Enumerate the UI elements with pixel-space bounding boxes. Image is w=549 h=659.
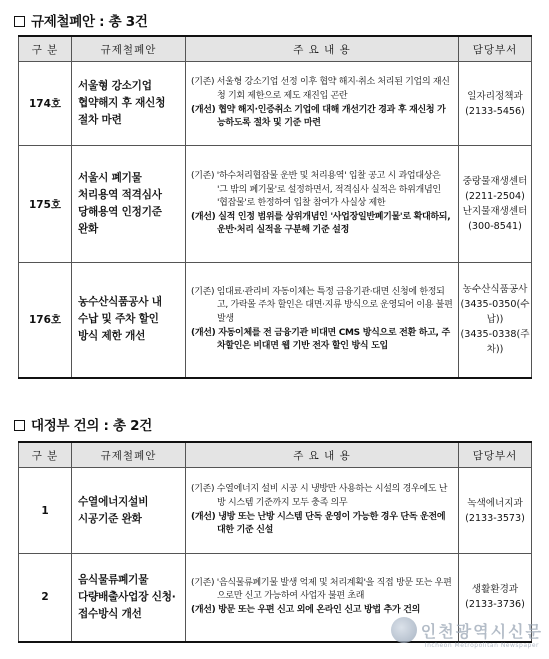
header-department: 담당부서 bbox=[459, 442, 532, 468]
row-content: (기존) 수열에너지 설비 시공 시 냉방만 사용하는 시설의 경우에도 난방 시스템 기준까지 모두 충족 의무 (개선) 냉방 또는 난방 시스템 단독 운영이 가능한 경우 단독 운전에 대한 기준 신설 bbox=[186, 468, 459, 554]
section1-table bbox=[18, 35, 532, 379]
row-department: 중랑물재생센터 (2211-2504) 난지물재생센터 (300-8541) bbox=[459, 146, 532, 263]
header-proposal: 규제철폐안 bbox=[72, 36, 186, 62]
header-content: 주 요 내 용 bbox=[186, 36, 459, 62]
row-number: 175호 bbox=[19, 146, 72, 263]
row-content: (기존) '하수처리협잡물 운반 및 처리용역' 입찰 공고 시 과업대상은 '그 밖의 폐기물'로 설정하면서, 적격심사 실적은 하위개념인 '협잡물'로 한정하여 입찰 참여가 사실상 제한 (개선) 실적 인정 범위를 상위개념인 '사업장일반폐기물'로 확대하되, 운반·처리 실적을 구분해 기준 설정 bbox=[186, 146, 459, 263]
row-proposal-name: 수열에너지설비 시공기준 완화 bbox=[72, 468, 186, 554]
row-content: (기존) 임대료·관리비 자동이체는 특정 금융기관·대면 신청에 한정되고, 가락몰 주차 할인은 대면·지류 방식으로 운영되어 이용 불편 발생 (개선) 자동이체를 전 금융기관 비대면 CMS 방식으로 전환 하고, 주차할인은 비대면 웹 기반 전자 할인 방식 도입 bbox=[186, 263, 459, 378]
header-content: 주 요 내 용 bbox=[186, 442, 459, 468]
newspaper-watermark: 인천광역시신문 Incheon Metropolitan Newspaper bbox=[421, 619, 543, 649]
header-department: 담당부서 bbox=[459, 36, 532, 62]
checkbox-icon bbox=[14, 420, 25, 431]
row-number: 2 bbox=[19, 554, 72, 642]
row-proposal-name: 서울시 폐기물 처리용역 적격심사 당해용역 인정기준 완화 bbox=[72, 146, 186, 263]
row-content: (기존) 서울형 강소기업 선정 이후 협약 해지·취소 처리된 기업의 재신청 기회 제한으로 제도 재진입 곤란 (개선) 협약 해지·인증취소 기업에 대해 개선기간 경과 후 재신청 가능하도록 절차 및 기준 마련 bbox=[186, 62, 459, 146]
row-number: 176호 bbox=[19, 263, 72, 378]
table-row bbox=[19, 146, 532, 263]
row-number: 1 bbox=[19, 468, 72, 554]
header-proposal: 규제철폐안 bbox=[72, 442, 186, 468]
table-row bbox=[19, 468, 532, 554]
table-row bbox=[19, 263, 532, 378]
row-department: 일자리정책과 (2133-5456) bbox=[459, 62, 532, 146]
table-row bbox=[19, 62, 532, 146]
row-proposal-name: 농수산식품공사 내 수납 및 주차 할인 방식 제한 개선 bbox=[72, 263, 186, 378]
row-department: 농수산식품공사 (3435-0350(수납)) (3435-0338(주차)) bbox=[459, 263, 532, 378]
row-content: (기존) '음식물류폐기물 발생 억제 및 처리계획'을 직접 방문 또는 우편으로만 신고 가능하여 사업자 불편 초래 (개선) 방문 또는 우편 신고 외에 온라인 신고 방법 추가 건의 bbox=[186, 554, 459, 642]
row-number: 174호 bbox=[19, 62, 72, 146]
header-division: 구 분 bbox=[19, 442, 72, 468]
table-header-row bbox=[19, 36, 532, 62]
row-proposal-name: 서울형 강소기업 협약해지 후 재신청 절차 마련 bbox=[72, 62, 186, 146]
checkbox-icon bbox=[14, 16, 25, 27]
header-division: 구 분 bbox=[19, 36, 72, 62]
table-header-row bbox=[19, 442, 532, 468]
newspaper-logo-icon bbox=[391, 617, 417, 643]
row-department: 생활환경과 (2133-3736) bbox=[459, 554, 532, 642]
row-department: 녹색에너지과 (2133-3573) bbox=[459, 468, 532, 554]
row-proposal-name: 음식물류폐기물 다량배출사업장 신청·접수방식 개선 bbox=[72, 554, 186, 642]
section1-title: 규제철폐안 : 총 3건 bbox=[14, 10, 148, 30]
section2-title: 대정부 건의 : 총 2건 bbox=[14, 414, 152, 434]
section2-table bbox=[18, 441, 532, 643]
